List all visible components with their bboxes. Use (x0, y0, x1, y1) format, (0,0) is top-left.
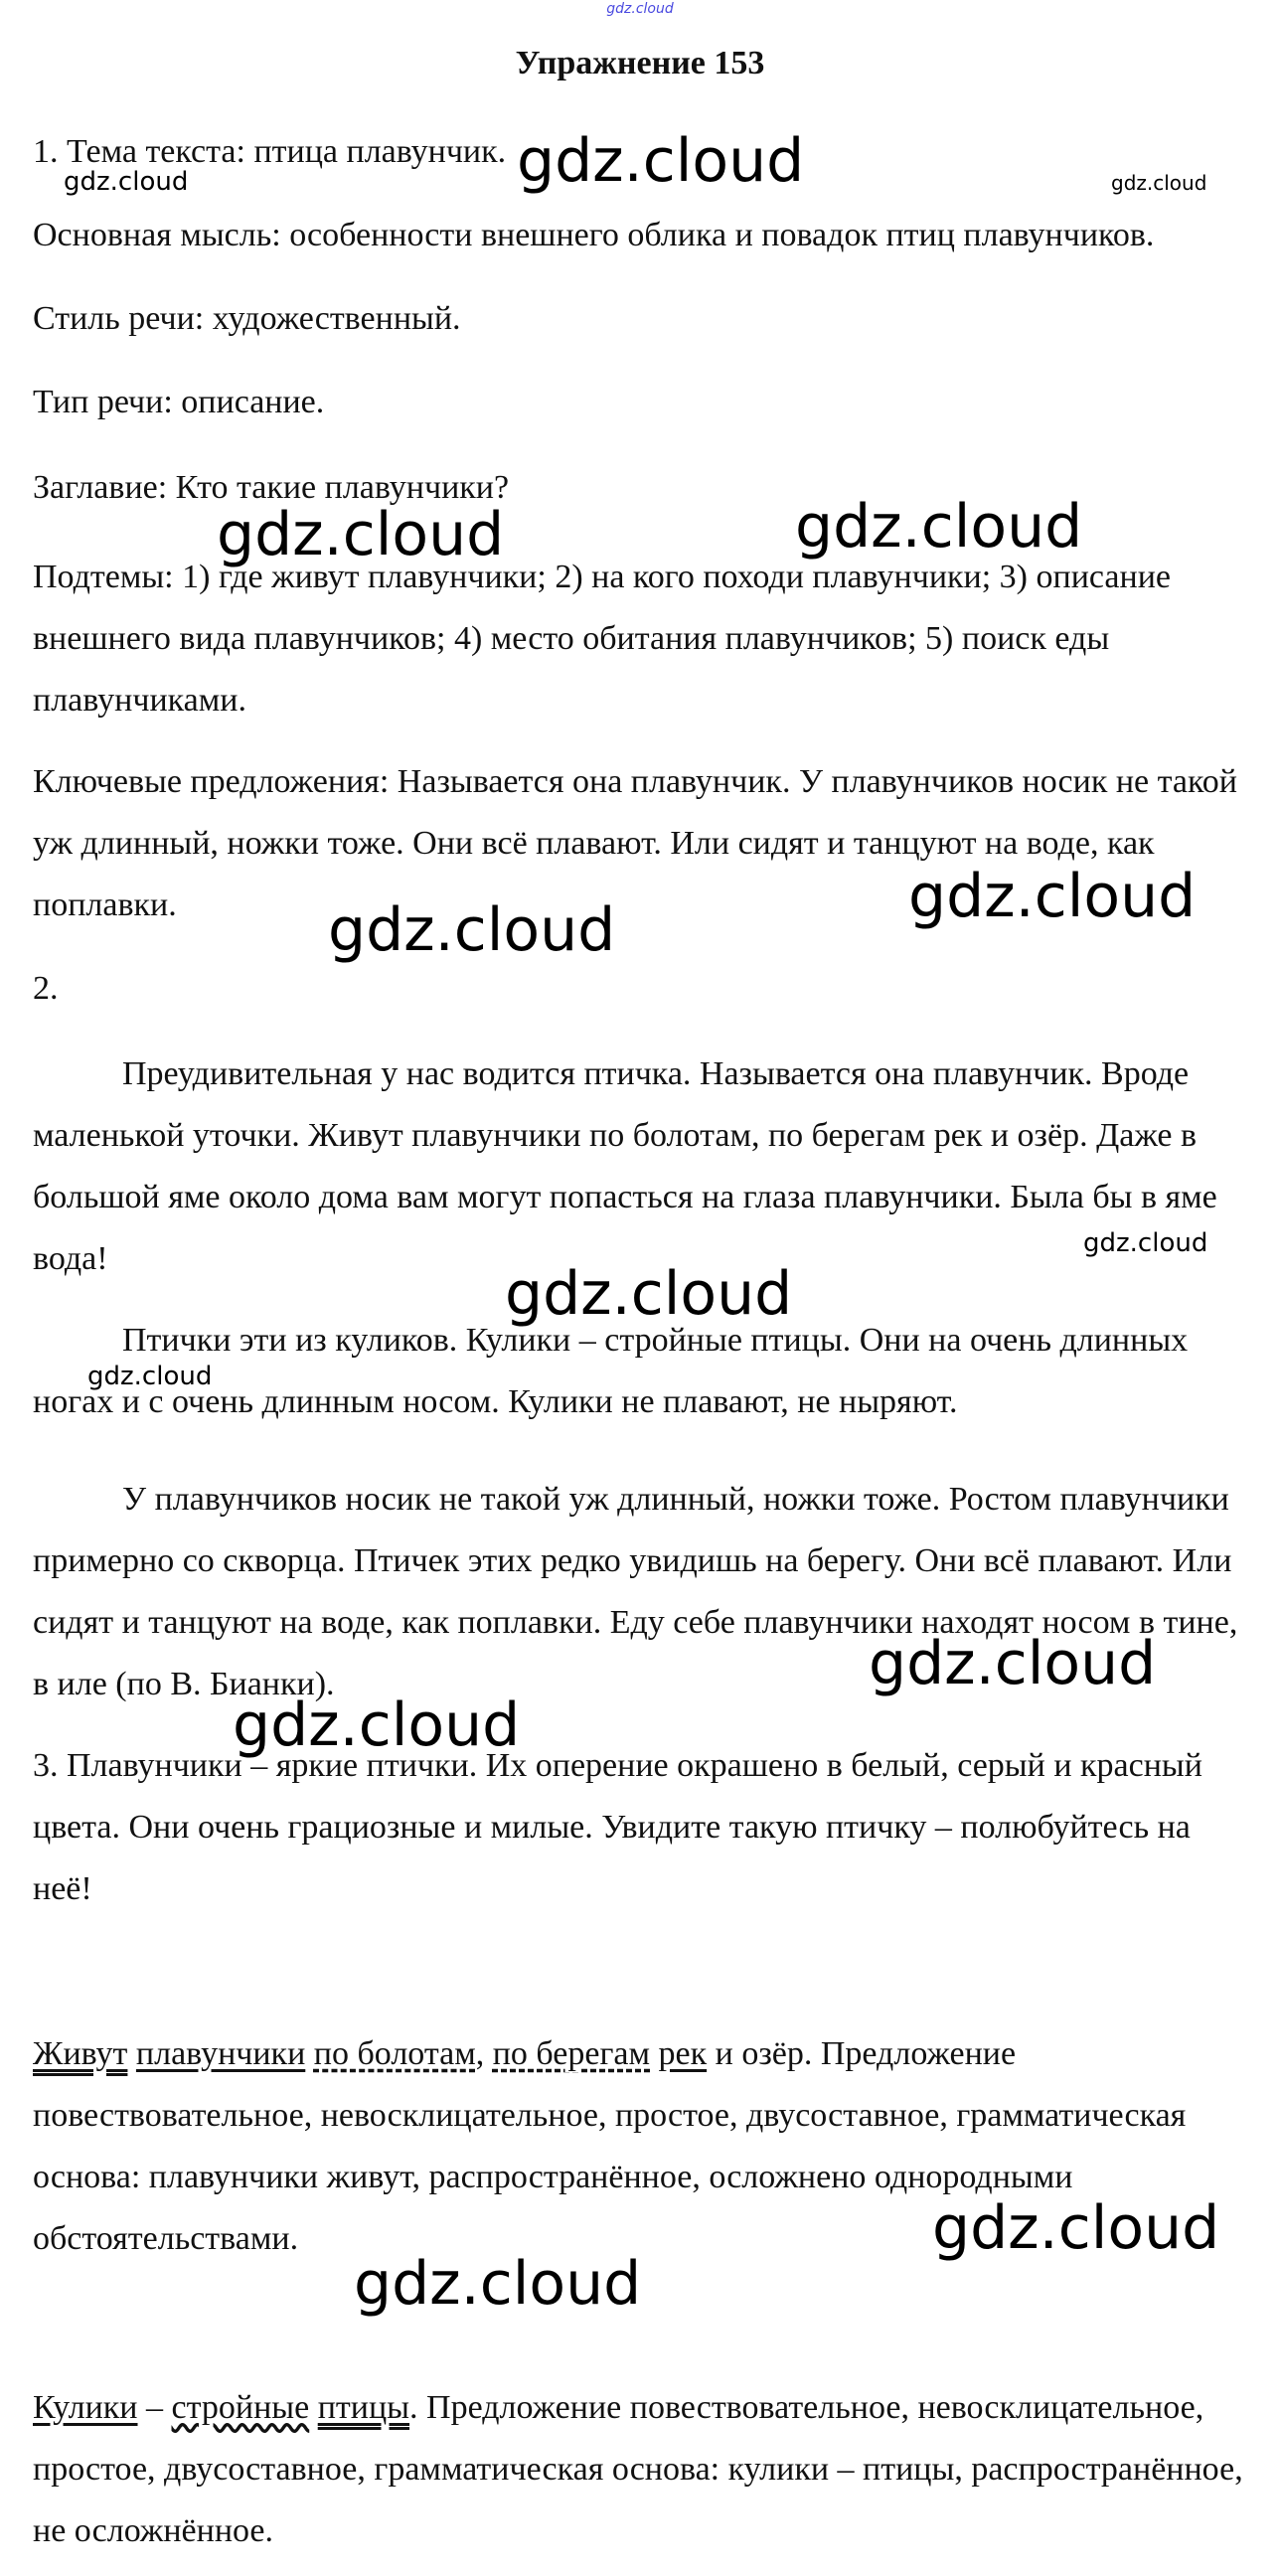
subject-word-2: Кулики (33, 2389, 138, 2426)
watermark-logo: gdz.cloud (1083, 1228, 1208, 1258)
watermark-logo: gdz.cloud (233, 1690, 521, 1760)
watermark-logo: gdz.cloud (505, 1259, 793, 1329)
analysis-2-text: . Предложение повествовательное, невосклицательное, простое, двусоставное, грамматическая основа: кулики – птицы, распространённое, не осложнённое. (33, 2389, 1243, 2549)
analysis-paragraph-2: Кулики – стройные птицы. Предложение повествовательное, невосклицательное, простое, двусоставное, грамматическая основа: кулики – птицы, распространённое, не осложнённое. (33, 2389, 1243, 2549)
theme-line: 1. Тема текста: птица плавунчик. (33, 133, 507, 170)
key-sentences-paragraph: Ключевые предложения: Называется она плавунчик. У плавунчиков носик не такой уж длинный, ножки тоже. Они всё плавают. Или сидят и танцуют на воде, как поплавки. (33, 763, 1237, 923)
section2-number: 2. (33, 970, 59, 1007)
watermark-logo: gdz.cloud (1111, 171, 1207, 195)
watermark-logo: gdz.cloud (87, 1362, 213, 1391)
watermark-logo: gdz.cloud (795, 492, 1083, 562)
watermark-logo: gdz.cloud (932, 2193, 1220, 2263)
watermark-logo: gdz.cloud (217, 500, 505, 569)
main-idea-line: Основная мысль: особенности внешнего облика и повадок птиц плавунчиков. (33, 217, 1155, 253)
analysis-1-text: . Предложение повествовательное, невосклицательное, простое, двусоставное, грамматическая основа: плавунчики живут, распространённое, осложнено однородными обстоятельствами. (33, 2035, 1187, 2257)
subject-word: плавунчики (135, 2035, 306, 2072)
text-paragraph-1: Преудивительная у нас водится птичка. Называется она плавунчик. Вроде маленькой уточки. Живут плавунчики по болотам, по берегам рек и озёр. Даже в большой яме около дома вам могут попасться на глаза плавунчики. Была бы в яме вода! (33, 1055, 1217, 1277)
adverbial-1: по болотам (313, 2035, 476, 2072)
attribute-word-3: стройные (171, 2389, 310, 2426)
text-paragraph-2: Птички эти из куликов. Кулики – стройные птицы. Они на очень длинных ногах и с очень длинным носом. Кулики не плавают, не ныряют. (33, 1322, 1189, 1420)
heading-line: Заглавие: Кто такие плавунчики? (33, 469, 510, 506)
type-line: Тип речи: описание. (33, 384, 325, 420)
watermark-logo: gdz.cloud (354, 2249, 642, 2319)
watermark-logo: gdz.cloud (64, 167, 189, 197)
subthemes-paragraph: Подтемы: 1) где живут плавунчики; 2) на кого походи плавунчики; 3) описание внешнего вида плавунчиков; 4) место обитания плавунчиков; 5) поиск еды плавунчиками. (33, 559, 1171, 719)
site-link-top[interactable]: gdz.cloud (606, 1, 674, 17)
attribute-word-2: озёр (741, 2035, 804, 2072)
watermark-logo: gdz.cloud (869, 1629, 1157, 1698)
style-line: Стиль речи: художественный. (33, 300, 461, 337)
watermark-logo: gdz.cloud (517, 126, 805, 196)
attribute-word-1: рек (658, 2035, 708, 2072)
exercise-title: Упражнение 153 (515, 45, 765, 81)
watermark-logo: gdz.cloud (908, 862, 1197, 931)
section3-paragraph: 3. Плавунчики – яркие птички. Их оперение окрашено в белый, серый и красный цвета. Они очень грациозные и милые. Увидите такую птичку – полюбуйтесь на неё! (33, 1747, 1202, 1907)
watermark-logo: gdz.cloud (328, 895, 616, 965)
predicate-word: Живут (33, 2035, 128, 2072)
adverbial-2: по берегам (492, 2035, 651, 2072)
text-paragraph-3: У плавунчиков носик не такой уж длинный, ножки тоже. Ростом плавунчики примерно со скворца. Птичек этих редко увидишь на берегу. Они всё плавают. Или сидят и танцуют на воде, как поплавки. Еду себе плавунчики находят носом в тине, в иле (по В. Бианки). (33, 1481, 1238, 1702)
predicate-word-2: птицы (317, 2389, 410, 2426)
analysis-paragraph-1: Живут плавунчики по болотам, по берегам рек и озёр. Предложение повествовательное, невосклицательное, простое, двусоставное, грамматическая основа: плавунчики живут, распространённое, осложнено однородными обстоятельствами. (33, 2035, 1187, 2257)
